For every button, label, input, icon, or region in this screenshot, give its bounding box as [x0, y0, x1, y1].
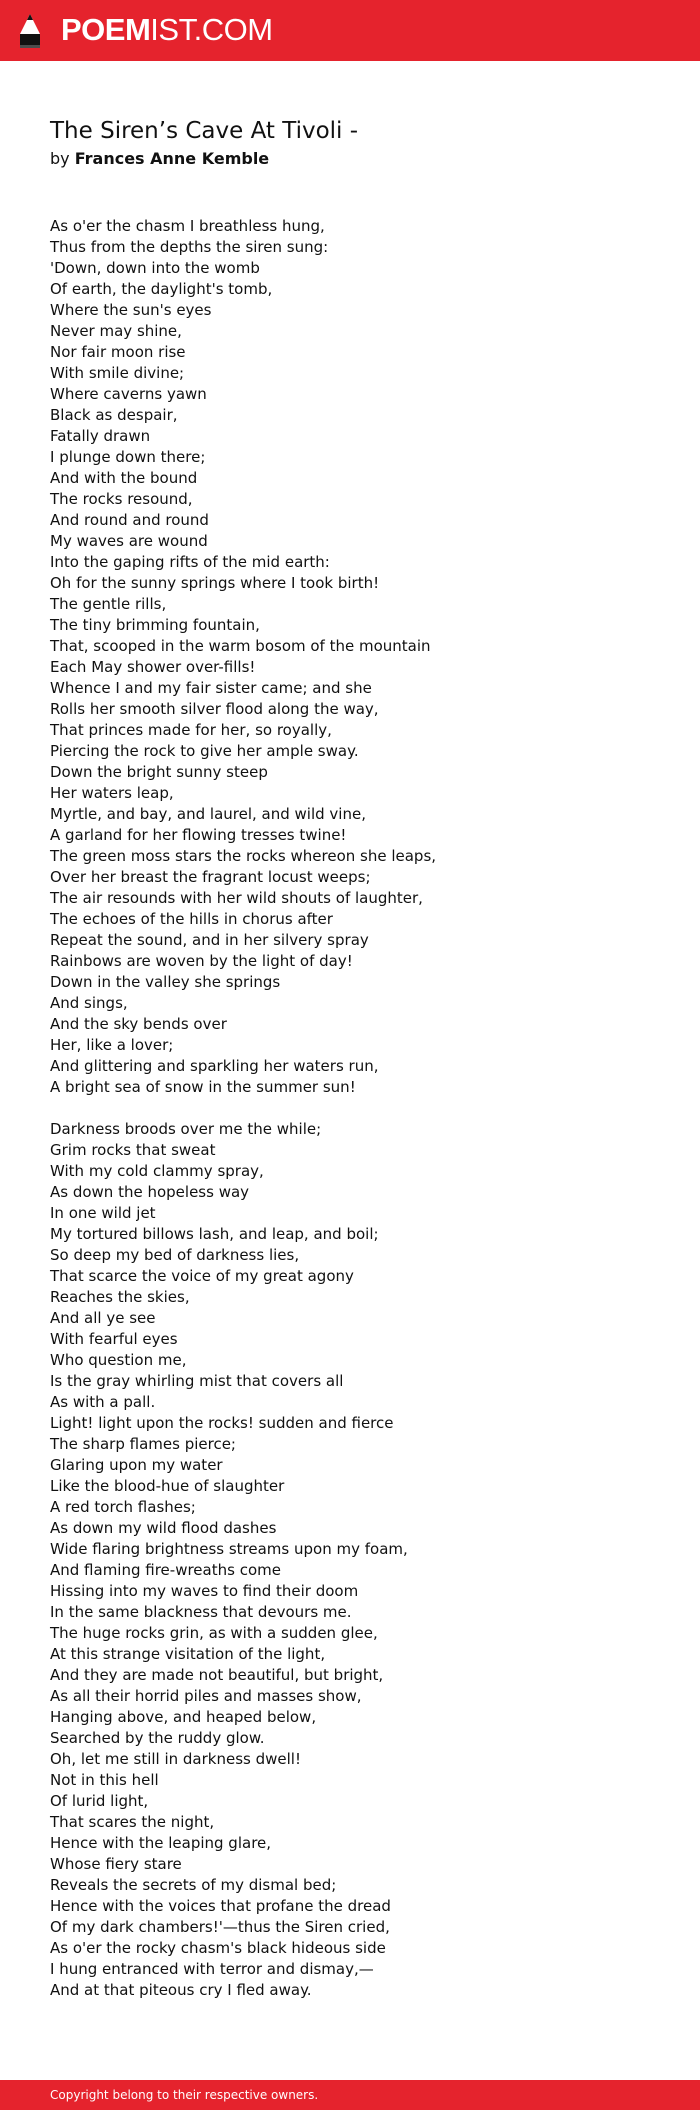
poem-line: I hung entranced with terror and dismay,— — [50, 1960, 374, 1978]
poem-line: Whence I and my fair sister came; and she — [50, 679, 372, 697]
poem-line: Glaring upon my water — [50, 1456, 223, 1474]
poem-line: Black as despair, — [50, 406, 178, 424]
poem-line: And flaming fire-wreaths come — [50, 1561, 281, 1579]
poem-line: My tortured billows lash, and leap, and boil; — [50, 1225, 379, 1243]
poem-line: Wide flaring brightness streams upon my foam, — [50, 1540, 408, 1558]
poem-line: The echoes of the hills in chorus after — [50, 910, 333, 928]
poem-line: That, scooped in the warm bosom of the mountain — [50, 637, 431, 655]
poem-line: Rolls her smooth silver flood along the way, — [50, 700, 379, 718]
by-label: by — [50, 149, 70, 168]
poem-line: At this strange visitation of the light, — [50, 1645, 326, 1663]
poem-line: Of lurid light, — [50, 1792, 149, 1810]
poem-line: That princes made for her, so royally, — [50, 721, 332, 739]
poem-line: Where the sun's eyes — [50, 301, 212, 319]
poem-line: As down my wild flood dashes — [50, 1519, 277, 1537]
poem-line: Into the gaping rifts of the mid earth: — [50, 553, 330, 571]
poem-line: And they are made not beautiful, but bright, — [50, 1666, 384, 1684]
poem-line: Her waters leap, — [50, 784, 174, 802]
author-name[interactable]: Frances Anne Kemble — [74, 149, 270, 168]
poem-line: With my cold clammy spray, — [50, 1162, 264, 1180]
poem-body — [50, 216, 650, 2001]
poem-line: Never may shine, — [50, 322, 182, 340]
poem-line: That scares the night, — [50, 1813, 215, 1831]
site-logo[interactable] — [61, 11, 273, 49]
logo-strong-text: POEM — [61, 12, 151, 47]
poem-line: Nor fair moon rise — [50, 343, 186, 361]
poem-line: Myrtle, and bay, and laurel, and wild vine, — [50, 805, 366, 823]
poem-stanza — [50, 1119, 650, 2001]
poem-line: Hissing into my waves to find their doom — [50, 1582, 359, 1600]
poem-line: Down the bright sunny steep — [50, 763, 268, 781]
poem-line: Thus from the depths the siren sung: — [50, 238, 329, 256]
poem-line: With fearful eyes — [50, 1330, 178, 1348]
poem-line: Hence with the voices that profane the dread — [50, 1897, 391, 1915]
poem-line: Each May shower over-fills! — [50, 658, 256, 676]
poem-line: Whose fiery stare — [50, 1855, 182, 1873]
poem-line: Darkness broods over me the while; — [50, 1120, 322, 1138]
poem-line: Light! light upon the rocks! sudden and fierce — [50, 1414, 394, 1432]
poem-line: Of my dark chambers!'—thus the Siren cried, — [50, 1918, 390, 1936]
poem-line: And round and round — [50, 511, 209, 529]
poem-line: Not in this hell — [50, 1771, 159, 1789]
poem-line: Repeat the sound, and in her silvery spray — [50, 931, 369, 949]
poem-line: As all their horrid piles and masses show, — [50, 1687, 362, 1705]
poem-line: Reaches the skies, — [50, 1288, 190, 1306]
poem-line: In one wild jet — [50, 1204, 156, 1222]
site-header — [0, 0, 700, 61]
poem-line: I plunge down there; — [50, 448, 206, 466]
poem-line: Down in the valley she springs — [50, 973, 281, 991]
poem-line: A red torch flashes; — [50, 1498, 196, 1516]
poem-line: Searched by the ruddy glow. — [50, 1729, 265, 1747]
poem-line: Hanging above, and heaped below, — [50, 1708, 317, 1726]
poem-line: The air resounds with her wild shouts of laughter, — [50, 889, 423, 907]
logo-light-text: IST.COM — [150, 12, 273, 47]
poem-line: Is the gray whirling mist that covers all — [50, 1372, 344, 1390]
poem-line: Rainbows are woven by the light of day! — [50, 952, 353, 970]
poem-line: A garland for her flowing tresses twine! — [50, 826, 347, 844]
poem-line: The sharp flames pierce; — [50, 1435, 236, 1453]
poem-line: Grim rocks that sweat — [50, 1141, 216, 1159]
poem-line: And the sky bends over — [50, 1015, 227, 1033]
poem-line: A bright sea of snow in the summer sun! — [50, 1078, 356, 1096]
poem-stanza — [50, 216, 650, 1098]
poem-line: Piercing the rock to give her ample sway. — [50, 742, 359, 760]
poem-line: Oh, let me still in darkness dwell! — [50, 1750, 301, 1768]
poem-title: The Siren’s Cave At Tivoli - — [50, 118, 359, 144]
poem-line: And at that piteous cry I fled away. — [50, 1981, 312, 1999]
site-footer — [0, 2080, 700, 2110]
poem-line: As with a pall. — [50, 1393, 156, 1411]
poem-line: And glittering and sparkling her waters run, — [50, 1057, 379, 1075]
poem-line: The gentle rills, — [50, 595, 167, 613]
poem-line: And with the bound — [50, 469, 198, 487]
poem-line: Where caverns yawn — [50, 385, 207, 403]
poem-line: Over her breast the fragrant locust weeps; — [50, 868, 371, 886]
poem-line: As down the hopeless way — [50, 1183, 250, 1201]
copyright-text: Copyright belong to their respective owners. — [50, 2088, 319, 2102]
poem-line: The green moss stars the rocks whereon she leaps, — [50, 847, 437, 865]
poem-line: As o'er the rocky chasm's black hideous side — [50, 1939, 386, 1957]
poem-line: Oh for the sunny springs where I took birth! — [50, 574, 380, 592]
byline — [50, 148, 650, 170]
poem-content — [50, 116, 650, 2022]
pencil-tip-icon[interactable] — [16, 12, 44, 52]
poem-line: Reveals the secrets of my dismal bed; — [50, 1876, 337, 1894]
poem-line: Her, like a lover; — [50, 1036, 174, 1054]
poem-line: And sings, — [50, 994, 128, 1012]
poem-line: My waves are wound — [50, 532, 208, 550]
poem-line: Hence with the leaping glare, — [50, 1834, 272, 1852]
poem-line: Of earth, the daylight's tomb, — [50, 280, 273, 298]
poem-line: Like the blood-hue of slaughter — [50, 1477, 285, 1495]
poem-line: The rocks resound, — [50, 490, 193, 508]
poem-line: Fatally drawn — [50, 427, 151, 445]
poem-line: 'Down, down into the womb — [50, 259, 260, 277]
poem-line: As o'er the chasm I breathless hung, — [50, 217, 325, 235]
poem-line: The tiny brimming fountain, — [50, 616, 260, 634]
poem-line: With smile divine; — [50, 364, 185, 382]
poem-line: The huge rocks grin, as with a sudden glee, — [50, 1624, 378, 1642]
poem-line: Who question me, — [50, 1351, 187, 1369]
poem-line: And all ye see — [50, 1309, 156, 1327]
poem-line: That scarce the voice of my great agony — [50, 1267, 354, 1285]
poem-line: So deep my bed of darkness lies, — [50, 1246, 300, 1264]
poem-line: In the same blackness that devours me. — [50, 1603, 352, 1621]
